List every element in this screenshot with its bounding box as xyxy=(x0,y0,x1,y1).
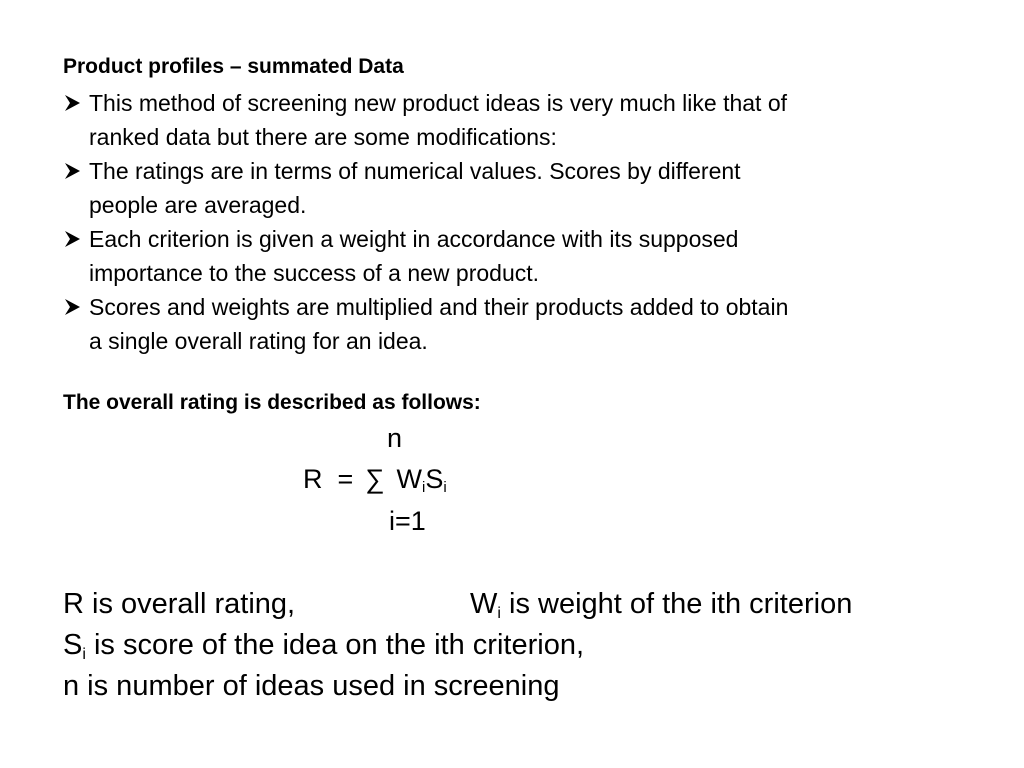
bullet-list xyxy=(63,86,963,358)
formula-heading: The overall rating is described as follows: xyxy=(63,391,481,414)
definition-w-symbol: W xyxy=(470,588,498,620)
formula-s-sub: i xyxy=(443,479,447,496)
definition-s-text: is score of the idea on the ith criterion, xyxy=(85,629,585,661)
bullet-item xyxy=(63,222,963,290)
bullet-line: Scores and weights are multiplied and their products added to obtain xyxy=(89,294,789,320)
formula-lower-limit: i=1 xyxy=(389,506,426,536)
definition-w-text: is weight of the ith criterion xyxy=(500,588,853,620)
arrow-bullet-icon xyxy=(63,154,85,188)
sum-symbol: ∑ xyxy=(365,464,385,494)
definition-w-sub: i xyxy=(497,605,501,622)
arrow-bullet-icon xyxy=(63,86,85,120)
bullet-item xyxy=(63,154,963,222)
definition-s-symbol: S xyxy=(63,629,83,661)
bullet-item xyxy=(63,86,963,154)
bullet-line: The ratings are in terms of numerical values. Scores by different xyxy=(89,158,741,184)
bullet-line: ranked data but there are some modifications: xyxy=(89,124,557,150)
arrow-bullet-icon xyxy=(63,290,85,324)
formula-lhs: R xyxy=(303,464,323,494)
formula-expression xyxy=(303,464,447,494)
formula-s: S xyxy=(425,464,444,494)
bullet-line: importance to the success of a new product. xyxy=(89,260,540,286)
definition-w xyxy=(470,584,852,624)
bullet-line: Each criterion is given a weight in accordance with its supposed xyxy=(89,226,739,252)
definition-r: R is overall rating, xyxy=(63,588,296,620)
formula-equals: = xyxy=(337,464,354,494)
definition-n: n is number of ideas used in screening xyxy=(63,670,560,702)
bullet-item xyxy=(63,290,963,358)
formula-w: W xyxy=(396,464,423,494)
bullet-line: people are averaged. xyxy=(89,192,307,218)
definition-s xyxy=(63,625,584,665)
bullet-line: a single overall rating for an idea. xyxy=(89,328,428,354)
formula-upper-limit: n xyxy=(387,423,403,453)
formula-w-sub: i xyxy=(422,479,426,496)
definition-s-sub: i xyxy=(82,646,86,663)
bullet-line: This method of screening new product ideas is very much like that of xyxy=(89,90,788,116)
slide-title: Product profiles – summated Data xyxy=(63,55,404,78)
arrow-bullet-icon xyxy=(63,222,85,256)
